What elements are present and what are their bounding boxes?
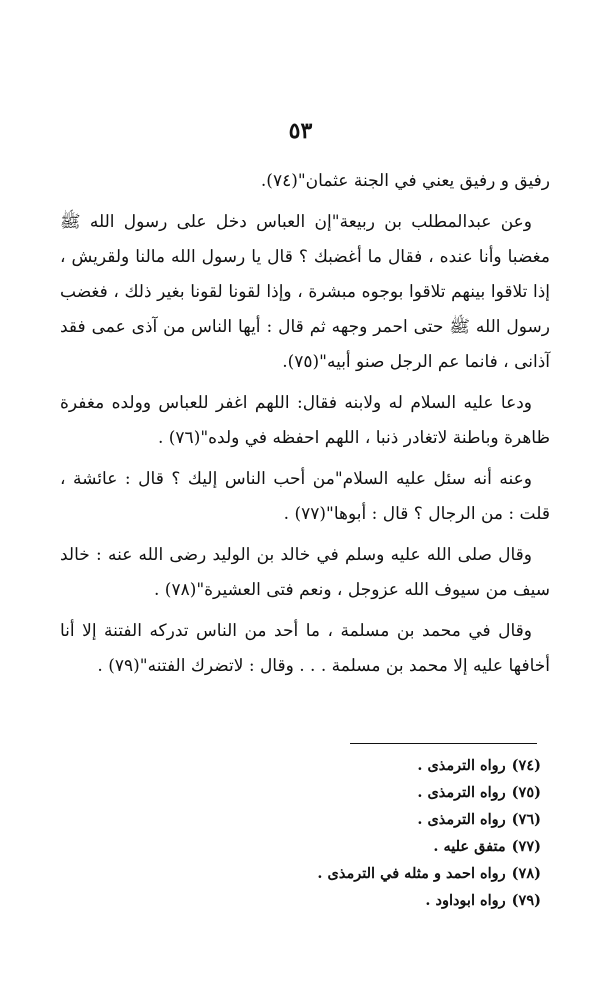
- footnote-text: رواه احمد و مثله في الترمذى .: [317, 865, 506, 882]
- paragraph-6: وقال في محمد بن مسلمة ، ما أحد من الناس تدركه الفتنة إلا أنا أخافها عليه إلا محمد بن مسلمة . . . وقال : لاتضرك الفتنه"(٧٩) .: [60, 621, 550, 676]
- footnote-number: (٧٦): [511, 811, 541, 828]
- paragraph-5: وقال صلى الله عليه وسلم في خالد بن الوليد رضى الله عنه : خالد سيف من سيوف الله عزوجل ، ونعم فتى العشيرة"(٧٨) .: [60, 545, 550, 600]
- paragraph-1: رفيق و رفيق يعني في الجنة عثمان"(٧٤).: [260, 171, 550, 191]
- paragraph-3: ودعا عليه السلام له ولابنه فقال: اللهم اغفر للعباس وولده مغفرة ظاهرة وباطنة لاتغادر ذنبا ، اللهم احفظه في ولده"(٧٦) .: [60, 393, 550, 448]
- footnote-item: [241, 860, 541, 887]
- footnote-number: (٧٨): [511, 865, 541, 882]
- footnote-item: [241, 752, 541, 779]
- page-number: ٥٣: [288, 118, 313, 144]
- footnote-text: رواه الترمذى .: [417, 757, 506, 774]
- footnotes-list: [241, 752, 541, 914]
- footnote-item: [241, 887, 541, 914]
- footnote-number: (٧٧): [511, 838, 541, 855]
- footnote-text: رواه الترمذى .: [417, 784, 506, 801]
- footnote-text: متفق عليه .: [433, 838, 506, 855]
- footnote-text: رواه ابوداود .: [425, 892, 506, 909]
- footnote-number: (٧٥): [511, 784, 541, 801]
- footnote-number: (٧٤): [511, 757, 541, 774]
- footnote-item: [241, 833, 541, 860]
- footnote-number: (٧٩): [511, 892, 541, 909]
- footnote-divider: [350, 743, 537, 744]
- footnote-text: رواه الترمذى .: [417, 811, 506, 828]
- body-text: [60, 164, 550, 690]
- paragraph-4: وعنه أنه سئل عليه السلام"من أحب الناس إليك ؟ قال : عائشة ، قلت : من الرجال ؟ قال : أبوها"(٧٧) .: [60, 469, 550, 524]
- footnote-item: [241, 806, 541, 833]
- footnote-item: [241, 779, 541, 806]
- paragraph-2: وعن عبدالمطلب بن ربيعة"إن العباس دخل على رسول الله ﷺ مغضبا وأنا عنده ، فقال ما أغضبك ؟ قال يا رسول الله مالنا ولقريش ، إذا تلاقوا بينهم تلاقوا بوجوه مبشرة ، وإذا لقونا لقونا بغير ذلك ، فغضب رسول الله ﷺ حتى احمر وجهه ثم قال : أيها الناس من آذى عمى فقد آذانى ، فانما عم الرجل صنو أبيه"(٧٥).: [60, 212, 550, 372]
